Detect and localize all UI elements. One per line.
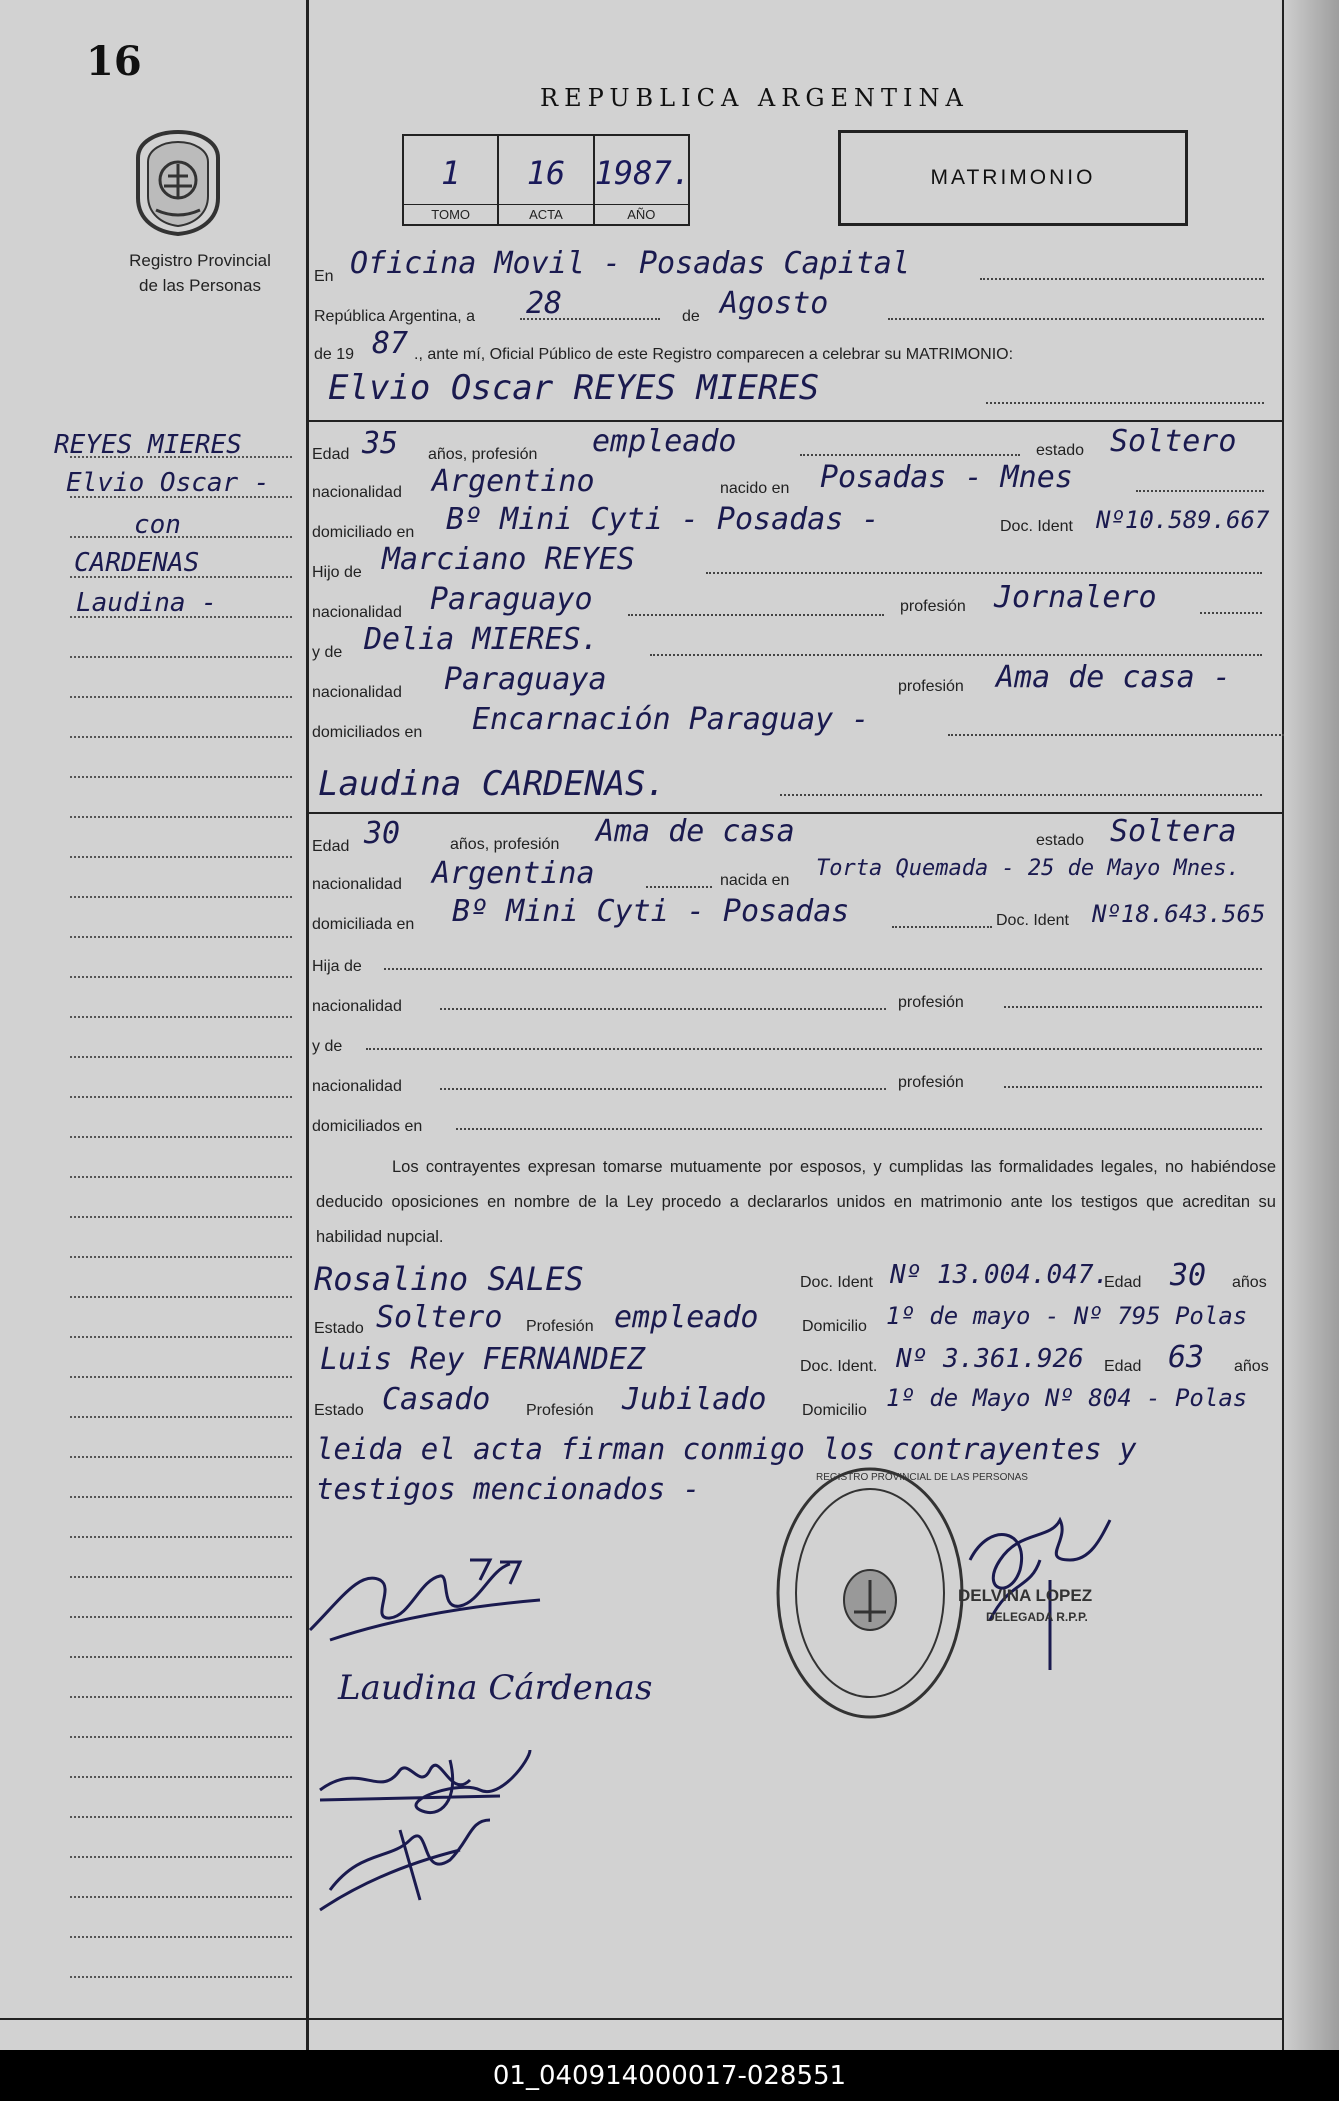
page-number: 16	[86, 38, 142, 85]
groom-profession: empleado	[592, 424, 737, 459]
republica-label: República Argentina, a	[314, 308, 475, 325]
acta-cell: 16 ACTA	[499, 136, 594, 224]
place-value: Oficina Movil - Posadas Capital	[350, 246, 910, 281]
margin-rule	[70, 1256, 292, 1258]
witness-signatures-icon	[300, 1740, 560, 1920]
margin-rule	[70, 936, 292, 938]
field-line	[456, 1128, 1262, 1130]
field-line	[384, 968, 1262, 970]
margin-rule	[70, 1696, 292, 1698]
bride-y-de-label: y de	[312, 1038, 343, 1055]
witness2-edad-label: Edad	[1104, 1358, 1142, 1375]
margin-rule	[70, 1336, 292, 1338]
margin-note-line: REYES MIERES	[54, 430, 242, 460]
field-line	[888, 318, 1264, 320]
field-line	[520, 318, 660, 320]
bride-dom-label: domiciliados en	[312, 1118, 423, 1135]
margin-rule	[70, 1456, 292, 1458]
margin-rule	[70, 1536, 292, 1538]
witness1-age: 30	[1170, 1258, 1207, 1293]
witness2-anos-label: años	[1234, 1358, 1269, 1375]
witness2-civil-state: Casado	[382, 1382, 491, 1417]
margin-rule	[70, 1936, 292, 1938]
groom-nacionalidad-label: nacionalidad	[312, 484, 402, 501]
bride-nat1-label: nacionalidad	[312, 998, 402, 1015]
father-nationality: Paraguayo	[430, 582, 593, 617]
groom-doc-label: Doc. Ident	[1000, 518, 1073, 535]
margin-rule	[70, 656, 292, 658]
witness1-doc: Nº 13.004.047.	[890, 1260, 1110, 1290]
margin-rule	[70, 1736, 292, 1738]
witness2-domicilio-label: Domicilio	[802, 1402, 867, 1419]
witness2-doc-label: Doc. Ident.	[800, 1358, 878, 1375]
footer-code: 01_040914000017-028551	[492, 2061, 847, 2091]
witness1-domicilio-label: Domicilio	[802, 1318, 867, 1335]
margin-rule	[70, 1896, 292, 1898]
groom-age: 35	[362, 426, 399, 461]
father-nacionalidad-label: nacionalidad	[312, 604, 402, 621]
margin-rule	[70, 856, 292, 858]
margin-rule	[70, 776, 292, 778]
mother-y-de-label: y de	[312, 644, 343, 661]
margin-rule	[70, 896, 292, 898]
groom-hijo-label: Hijo de	[312, 564, 362, 581]
field-line	[706, 572, 1262, 574]
groom-birthplace: Posadas - Mnes	[820, 460, 1073, 495]
bride-domicile: Bº Mini Cyti - Posadas	[452, 894, 850, 929]
margin-note-line: Elvio Oscar -	[66, 468, 270, 498]
margin-rule	[70, 736, 292, 738]
registry-name: Registro Provincial de las Personas	[129, 251, 271, 295]
margin-note-line: CARDENAS	[74, 548, 200, 578]
field-line	[980, 278, 1264, 280]
margin-rule	[70, 1976, 292, 1978]
field-line	[440, 1088, 886, 1090]
closing-line: testigos mencionados -	[316, 1472, 701, 1506]
mother-nationality: Paraguaya	[444, 662, 607, 697]
field-line	[646, 886, 712, 888]
bride-age: 30	[364, 816, 401, 851]
witness2-profession: Jubilado	[622, 1382, 767, 1417]
bride-nacida-label: nacida en	[720, 872, 790, 889]
mother-profesion-label: profesión	[898, 678, 964, 695]
margin-rule	[70, 1056, 292, 1058]
field-line	[986, 402, 1264, 404]
groom-domiciliado-label: domiciliado en	[312, 524, 415, 541]
field-line	[1136, 490, 1264, 492]
field-line	[892, 926, 992, 928]
bride-doc-label: Doc. Ident	[996, 912, 1069, 929]
father-profesion-label: profesión	[900, 598, 966, 615]
groom-domicile: Bº Mini Cyti - Posadas -	[446, 502, 880, 537]
margin-rule	[70, 1576, 292, 1578]
witness1-name: Rosalino SALES	[314, 1260, 584, 1298]
witness2-name: Luis Rey FERNANDEZ	[320, 1342, 646, 1377]
field-line	[366, 1048, 1262, 1050]
margin-rule	[70, 1496, 292, 1498]
margin-rule	[70, 536, 292, 538]
groom-name: Elvio Oscar REYES MIERES	[328, 368, 820, 408]
field-line	[780, 794, 1262, 796]
groom-father: Marciano REYES	[382, 542, 635, 577]
margin-rule	[70, 1856, 292, 1858]
mother-profession: Ama de casa -	[996, 660, 1231, 695]
witness2-age: 63	[1168, 1340, 1205, 1375]
closing-line: leida el acta firman conmigo los contrayentes y	[316, 1432, 1137, 1466]
bride-signature: Laudina Cárdenas	[338, 1668, 653, 1708]
intro-statement: ., ante mí, Oficial Público de este Registro comparecen a celebrar su MATRIMONIO:	[414, 346, 1014, 363]
groom-nacido-label: nacido en	[720, 480, 790, 497]
declaration-text: Los contrayentes expresan tomarse mutuamente por esposos, y cumplidas las formalidades legales, no habiéndose deducido oposiciones en nombre de la Ley procedo a declararlos unidos en matrimonio ante los testigos que acreditan su habilidad nupcial.	[316, 1158, 1276, 1246]
margin-rule	[70, 816, 292, 818]
margin-rule	[70, 1016, 292, 1018]
bride-doc: Nº18.643.565	[1092, 900, 1266, 928]
witness2-domicile: 1º de Mayo Nº 804 - Polas	[886, 1384, 1248, 1412]
margin-rule	[70, 1296, 292, 1298]
bride-birthplace: Torta Quemada - 25 de Mayo Mnes.	[816, 856, 1240, 881]
stamp-text: REGISTRO PROVINCIAL DE LAS PERSONAS	[816, 1472, 1028, 1483]
margin-note-line: Laudina -	[76, 588, 217, 618]
bride-nacionalidad-label: nacionalidad	[312, 876, 402, 893]
margin-rule	[70, 1216, 292, 1218]
bride-estado-label: estado	[1036, 832, 1085, 849]
en-label: En	[314, 268, 334, 285]
margin-rule	[70, 1776, 292, 1778]
groom-civil-state: Soltero	[1110, 424, 1237, 459]
field-line	[1004, 1006, 1262, 1008]
bride-prof1-label: profesión	[898, 994, 964, 1011]
bride-domiciliada-label: domiciliada en	[312, 916, 415, 933]
witness1-edad-label: Edad	[1104, 1274, 1142, 1291]
witness1-civil-state: Soltero	[376, 1300, 503, 1335]
bottom-border	[0, 2018, 1284, 2020]
parents-domicile: Encarnación Paraguay -	[472, 702, 870, 737]
field-line	[440, 1008, 886, 1010]
groom-profesion-label: años, profesión	[428, 446, 538, 463]
witness1-estado-label: Estado	[314, 1320, 364, 1337]
witness1-anos-label: años	[1232, 1274, 1267, 1291]
bride-civil-state: Soltera	[1110, 814, 1237, 849]
field-line	[1004, 1086, 1262, 1088]
ano-cell: 1987. AÑO	[594, 154, 691, 222]
field-line	[800, 454, 1020, 456]
groom-signature-icon	[300, 1540, 560, 1650]
tomo-cell: 1 TOMO	[404, 136, 499, 224]
margin-rule	[70, 1816, 292, 1818]
bride-profesion-label: años, profesión	[450, 836, 560, 853]
margin-rule	[70, 1656, 292, 1658]
field-line	[1200, 612, 1262, 614]
margin-rule	[70, 1376, 292, 1378]
day-value: 28	[526, 286, 563, 321]
father-profession: Jornalero	[994, 580, 1157, 615]
bride-edad-label: Edad	[312, 838, 350, 855]
official-title: DELEGADA R.P.P.	[986, 1610, 1088, 1624]
bride-name: Laudina CARDENAS.	[318, 764, 666, 804]
country-title: REPUBLICA ARGENTINA	[540, 84, 969, 112]
groom-mother: Delia MIERES.	[364, 622, 599, 657]
year-value: 87	[372, 326, 409, 361]
bride-nationality: Argentina	[432, 856, 595, 891]
de19-label: de 19	[314, 346, 355, 363]
witness2-profesion-label: Profesión	[526, 1402, 594, 1419]
witness1-profession: empleado	[614, 1300, 759, 1335]
witness2-doc: Nº 3.361.926	[896, 1344, 1084, 1374]
margin-rule	[70, 1136, 292, 1138]
bride-nat2-label: nacionalidad	[312, 1078, 402, 1095]
bride-prof2-label: profesión	[898, 1074, 964, 1091]
field-line	[650, 654, 1262, 656]
mother-nacionalidad-label: nacionalidad	[312, 684, 402, 701]
field-line	[948, 734, 1284, 736]
margin-rule	[70, 1176, 292, 1178]
witness2-estado-label: Estado	[314, 1402, 364, 1419]
bride-profession: Ama de casa	[596, 814, 795, 849]
groom-edad-label: Edad	[312, 446, 350, 463]
margin-rule	[70, 696, 292, 698]
margin-rule	[70, 1416, 292, 1418]
field-line	[628, 614, 884, 616]
section-rule	[308, 420, 1282, 422]
act-type-box: MATRIMONIO	[838, 130, 1188, 226]
margin-rule	[70, 976, 292, 978]
margin-rule	[70, 1096, 292, 1098]
margin-note-line: con	[134, 510, 181, 540]
provincial-seal-icon	[130, 128, 226, 238]
groom-doc: Nº10.589.667	[1096, 506, 1270, 534]
groom-nationality: Argentino	[432, 464, 595, 499]
bride-hija-label: Hija de	[312, 958, 362, 975]
de-label: de	[682, 308, 700, 325]
right-border	[1282, 0, 1284, 2050]
month-value: Agosto	[720, 286, 829, 321]
groom-estado-label: estado	[1036, 442, 1085, 459]
parents-domiciliados-label: domiciliados en	[312, 724, 423, 741]
tomo-acta-ano-box	[402, 134, 690, 226]
witness1-domicile: 1º de mayo - Nº 795 Polas	[886, 1302, 1248, 1330]
official-name: DELVINA LOPEZ	[958, 1586, 1093, 1605]
witness1-doc-label: Doc. Ident	[800, 1274, 873, 1291]
margin-rule	[70, 1616, 292, 1618]
witness1-profesion-label: Profesión	[526, 1318, 594, 1335]
